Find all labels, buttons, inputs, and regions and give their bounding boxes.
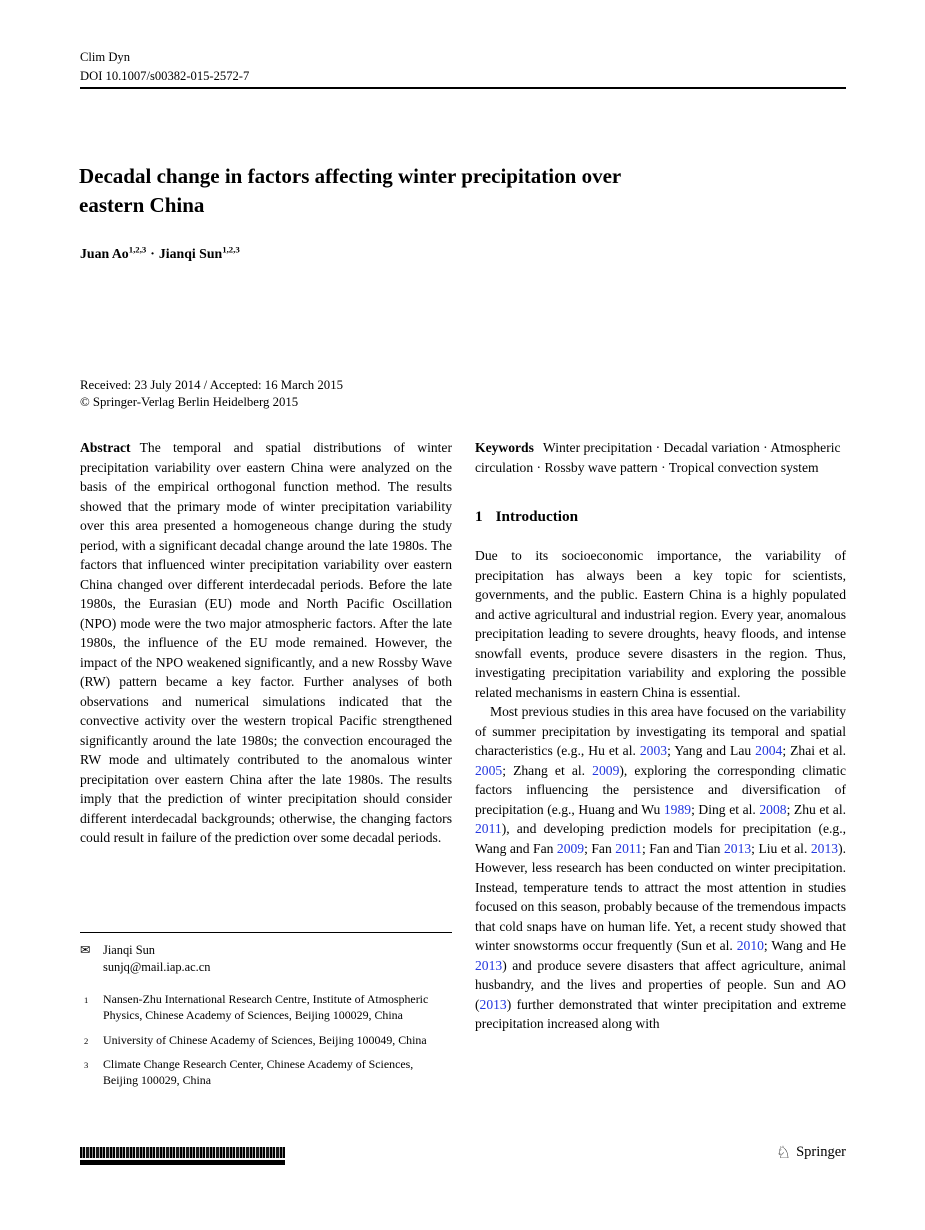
text-run: ; Zhai et al. [782,743,846,758]
text-run: ; Fan [584,840,616,856]
text-run: ; Ding et al. [691,801,760,817]
citation-link[interactable]: 2013 [479,996,507,1012]
keywords-label: Keywords [475,440,534,455]
author-1-name: Juan Ao [80,245,129,261]
article-history [80,377,343,410]
citation-link[interactable]: 2011 [475,821,502,836]
envelope-icon: ✉ [80,943,91,957]
affiliations-list [80,992,436,1089]
affiliation-3-text: Climate Change Research Center, Chinese Academy of Sciences, Beijing 100029, China [103,1057,414,1088]
correspondence-text [103,942,210,975]
citation-link[interactable]: 2013 [475,957,503,973]
springer-logo [776,1144,846,1161]
right-column [475,438,846,1034]
author-2-name: Jianqi Sun [158,245,223,261]
citation-link[interactable]: 2009 [592,762,620,778]
author-2 [159,246,240,261]
keywords-paragraph [475,438,846,477]
barcode-image [80,1147,285,1165]
footnote-block [80,932,452,1098]
article-title: Decadal change in factors affecting winter precipitation over eastern China [79,164,621,217]
journal-name: Clim Dyn [80,50,131,64]
text-run: ) and produce severe disasters that affect agriculture, animal husbandry, and the lives and properties of people. Sun and AO ( [475,957,846,1012]
citation-link[interactable]: 2003 [639,743,668,758]
text-run: ; Zhang et al. [502,762,593,778]
affiliation-2 [80,1033,436,1049]
abstract-label: Abstract [80,440,131,455]
section-title: Introduction [495,508,579,525]
received-accepted-line: Received: 23 July 2014 / Accepted: 16 March 2015 [80,378,343,392]
text-run: Most previous studies in this area have focused on the variability of summer precipitation by investigating its temporal and spatial characteristics (e.g., Hu et al. [475,704,846,758]
citation-link[interactable]: 2008 [759,801,787,817]
introduction-heading [475,508,846,526]
text-run: ) further demonstrated that winter precipitation and extreme precipitation increased along with [475,996,846,1031]
citation-link[interactable]: 2013 [723,840,752,856]
page-header [80,48,249,86]
citation-link[interactable]: 1989 [663,801,692,817]
barcode-stripes [80,1147,285,1158]
text-run: ; Fan and Tian [641,840,724,856]
header-rule [80,87,846,89]
author-separator: · [150,245,155,261]
text-run: ; Zhu et al. [786,801,847,817]
text-run: ; Yang and Lau [667,743,756,758]
citation-link[interactable]: 2004 [755,743,783,758]
author-1-affiliation-sup: 1,2,3 [128,244,147,254]
citation-link[interactable]: 2013 [810,840,839,856]
corresponding-author-email[interactable]: sunjq@mail.iap.ac.cn [103,959,211,974]
doi-line: DOI 10.1007/s00382-015-2572-7 [80,69,250,83]
copyright-line: © Springer-Verlag Berlin Heidelberg 2015 [80,394,299,409]
affiliation-1-text: Nansen-Zhu International Research Centre, Institute of Atmospheric Physics, Chinese Academy of Sciences, Beijing 100029, China [103,992,429,1022]
citation-link[interactable]: 2011 [615,840,642,856]
authors-line [80,244,240,262]
text-run: ). However, less research has been conducted on winter precipitation. Instead, temperature tends to attract the most attention in studies focused on this season, probably because of the tremendous impacts that cold snaps have on human life. Yet, a recent study showed that winter snowstorms occur frequently (Sun et al. [475,840,846,953]
footnote-rule [80,932,452,933]
keywords-text: Winter precipitation · Decadal variation · Atmospheric circulation · Rossby wave pattern · Tropical convection system [475,440,841,475]
springer-wordmark: Springer [796,1144,846,1160]
text-run: ), and developing prediction models for precipitation (e.g., Wang and Fan [475,821,846,856]
citation-link[interactable]: 2009 [556,840,585,856]
intro-paragraph-2 [475,702,846,1034]
abstract-paragraph [80,438,452,848]
left-column [80,438,452,848]
author-2-affiliation-sup: 1,2,3 [222,244,240,254]
corresponding-author-name: Jianqi Sun [103,943,155,957]
text-run: ), exploring the corresponding climatic factors influencing the persistence and diversification of precipitation (e.g., Huang and Wu [475,762,846,817]
barcode-bar [80,1160,285,1165]
affiliation-3 [80,1057,436,1089]
abstract-text: The temporal and spatial distributions of winter precipitation variability over eastern China were analyzed on the basis of the empirical orthogonal function method. The results showed that the primary mode of winter precipitation variability over this area presented a homogeneous change during the study period, with a significant decadal change around the late 1980s. The factors that influenced winter precipitation variability over eastern China changed over different interdecadal periods. Before the late 1980s, the Eurasian (EU) mode and North Pacific Oscillation (NPO) mode were the two major atmospheric factors. After the late 1980s, the influence of the EU mode remained. However, the impact of the NPO weakened significantly, and a new Rossby Wave (RW) pattern became a key factor. Further analyses of both observations and numerical simulations indicated that the convective activity over the western tropical Pacific strengthened significantly around the late 1980s; the convection encouraged the RW mode and ultimately contributed to the anomalous winter precipitation over eastern China after the late 1980s. The results imply that the prediction of winter precipitation should consider different interdecadal backgrounds; otherwise, the changing factors could result in failure of the prediction over some decadal periods. [80,440,452,845]
author-1 [80,246,146,261]
intro-paragraph-1: Due to its socioeconomic importance, the variability of precipitation has always been a key topic for scientists, governments, and the public. Eastern China is a highly populated and active agricultural and industrial region. Every year, anomalous precipitation leading to severe droughts, heavy floods, and intense snowfall events, produce severe disasters in the region. Thus, investigating precipitation variability and exploring the possible related mechanisms in eastern China is essential. [475,548,846,700]
affiliation-3-number: 3 [84,1060,89,1071]
text-run: ; Wang and He [763,938,846,953]
affiliation-2-number: 2 [84,1035,89,1046]
citation-link[interactable]: 2010 [736,938,764,953]
correspondence-block [80,942,452,975]
citation-link[interactable]: 2005 [475,762,503,778]
affiliation-2-text: University of Chinese Academy of Sciences, Beijing 100049, China [103,1032,427,1047]
section-number: 1 [475,508,483,525]
text-run: ; Liu et al. [751,840,811,856]
affiliation-1-number: 1 [84,995,89,1005]
affiliation-1 [80,992,436,1024]
springer-horse-icon: ♘ [775,1143,792,1162]
